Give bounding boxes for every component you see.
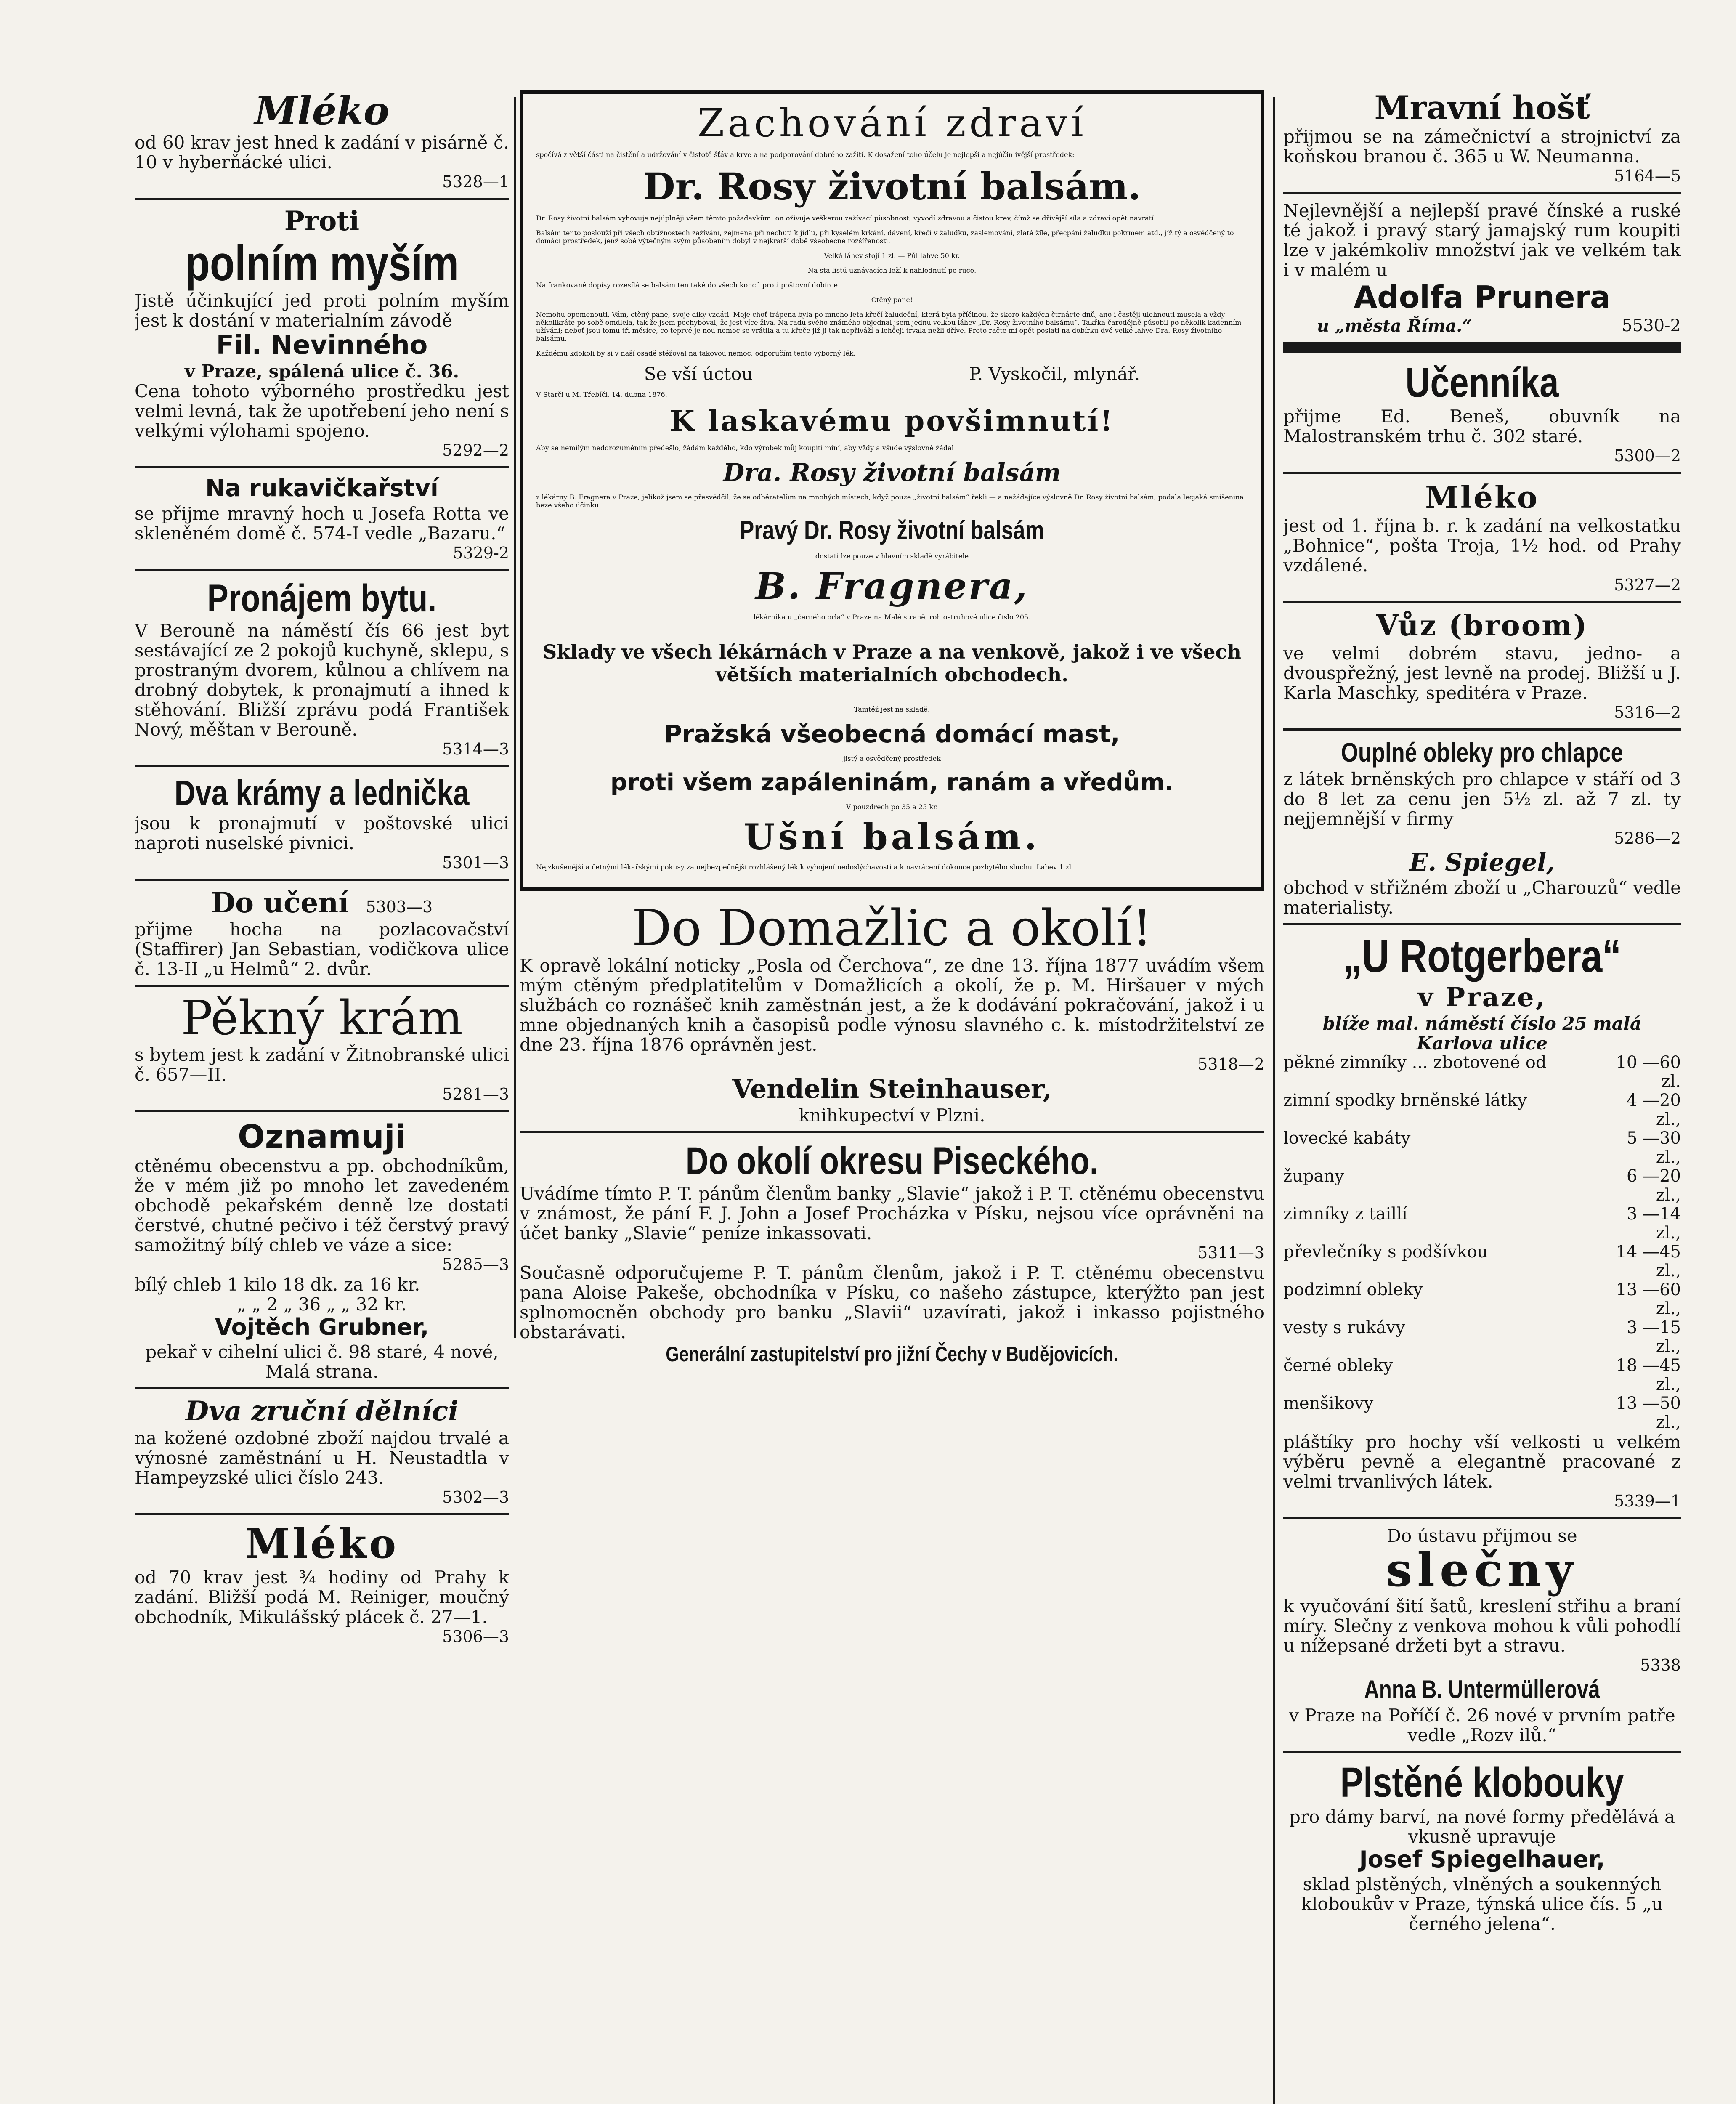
ad-mleko-3 (1283, 481, 1681, 595)
ad-text: Aby se nemilým nedorozuměním předešlo, žádám každého, kdo výrobek můj koupiti míní, aby vždy a všude výslovně žádal (536, 444, 954, 452)
ad-title: Pronájem bytu. (207, 577, 437, 620)
ad-subtitle: K laskavému povšimnutí! (669, 404, 1115, 438)
ad-ucennika (1283, 360, 1681, 466)
ad-title: Ouplné obleky pro chlapce (1341, 737, 1623, 768)
ad-number: 5306—3 (442, 1627, 509, 1646)
price-row (1283, 1318, 1681, 1356)
ad-title: Proti (284, 205, 360, 237)
ad-title: Plstěné klobouky (1340, 1759, 1624, 1806)
price-value: 5 —30 zl., (1626, 1129, 1681, 1167)
price-value: 4 —20 zl., (1626, 1091, 1681, 1129)
ad-text: V Berouně na náměstí čís 66 jest byt sestávající ze 2 pokojů kuchyně, sklepu, s prostraným dvorem, kůlnou a chlívem na drobný dobytek, k pronajmutí a ihned k stěhování. Bližší zprávu podá František Nový, měštan v Berouně. (135, 620, 509, 740)
ad-title: slečny (1386, 1543, 1578, 1597)
price-label: převlečníky s podšívkou (1283, 1242, 1488, 1262)
letter-closing: Se vší úctou (644, 364, 753, 384)
price-label: župany (1283, 1166, 1344, 1186)
ad-text: Dr. Rosy životní balsám vyhovuje nejúplněji všem těmto požadavkům: on oživuje veškerou zažívací působnost, vyvodí zdravou a čistou krev, čímž se dřívější síla a zdraví opět navrátí. (536, 214, 1156, 222)
divider (135, 879, 509, 881)
ad-number: 5339—1 (1614, 1492, 1681, 1510)
ad-merchant: Adolfa Prunera (1354, 279, 1611, 315)
price-row (1283, 1053, 1681, 1091)
ad-price: Velká láhev stojí 1 zl. — Půl lahve 50 kr. (824, 252, 960, 260)
ad-address: pekař v cihelní ulici č. 98 staré, 4 nové, Malá strana. (145, 1342, 499, 1382)
middle-column (520, 90, 1264, 2104)
ad-number: 5329-2 (453, 544, 509, 562)
ad-text: Cena tohoto výborného prostředku jest velmi levná, tak že upotřebení jeho není s velkými výlohami spojeno. (135, 381, 509, 441)
price-label: menšikovy (1283, 1394, 1374, 1413)
ad-merchant: Vendelin Steinhauser, (732, 1073, 1052, 1104)
divider (1283, 728, 1681, 731)
ad-title: Oznamuji (238, 1118, 406, 1155)
price-label: podzimní obleky (1283, 1280, 1423, 1299)
ad-rukavickarstvi (135, 475, 509, 563)
divider (135, 1110, 509, 1112)
ad-text: se přijme mravný hoch u Josefa Rotta ve skleněném domě č. 574-I vedle „Bazaru.“ (135, 503, 509, 544)
ad-stores: Sklady ve všech lékárnách v Praze a na venkově, jakož i ve všech větších materialních obchodech. (543, 640, 1241, 686)
ad-mleko-1 (135, 90, 509, 192)
ad-product-use: proti všem zapáleninám, ranám a vředům. (610, 769, 1174, 796)
ad-pisek (520, 1140, 1264, 1366)
letter-text: Nemohu opomenouti, Vám, ctěný pane, svoje díky vzdáti. Moje choť trápena byla po mnoho leta křečí žaludeční, která byla příčinou, že skoro každých čtrnácte dnů, ano i častěji ulehnouti musela a vždy několikráte po sobě omdlela, tak že jsem pochyboval, že jest více živa. Na radu svého známého objednal jsem jednu velkou láhev „Dr. Rosy životního balsámu“. Takřka čarodějně působil po několik kadenním užívání; neboť jsou tomu tři měsíce, co teprvé je nou nemoc se vrátila a tu křeče již ji tak nepřiváží a lehčeji trvala nežli dříve. Proto račte mi opět poslati na dobírku dvě velké lahve Dra. Rosy životního balsámu. (536, 311, 1242, 343)
ad-text: jsou k pronajmutí v poštovské ulici naproti nuselské pivnici. (135, 813, 509, 853)
ad-text: spočívá z větší části na čistění a udržování v čistotě šťáv a krve a na podporování dobrého zažití. K dosažení toho účelu je nejlepší a nejúčinlivější prostředek: (536, 151, 1075, 159)
left-column (135, 90, 509, 2104)
ad-merchant: Vojtěch Grubner, (215, 1314, 429, 1340)
ad-text: Nejzkušenější a četnými lékařskými pokusy za nejbezpečnější rozhlášený lék k vyhojení nedoslýchavosti a k navrácení dokonce pozbytého sluchu. Láhev 1 zl. (536, 863, 1074, 871)
ad-title: Na rukavičkařství (205, 475, 438, 502)
ad-title: Dva zruční dělníci (185, 1395, 459, 1427)
ad-title: Mléko (254, 90, 390, 133)
ad-location: blíže mal. náměstí číslo 25 malá Karlova ulice (1322, 1013, 1642, 1054)
ad-role: knihkupectví v Plzni. (799, 1105, 985, 1126)
ad-slecny (1283, 1526, 1681, 1745)
divider (1283, 923, 1681, 925)
price-row (1283, 1091, 1681, 1129)
ad-text: jistý a osvědčený prostředek (843, 754, 941, 762)
price-value: 3 —14 zl., (1626, 1204, 1681, 1243)
ad-brand: Dra. Rosy životní balsám (723, 458, 1061, 487)
ad-text: přijme Ed. Beneš, obuvník na Malostranském trhu č. 302 staré. (1283, 406, 1681, 446)
ad-title: Do učení (211, 886, 349, 919)
ad-sign: u „města Říma.“ (1317, 316, 1472, 336)
column-rule-right (1273, 97, 1275, 2104)
divider (520, 1131, 1264, 1133)
ad-title: Učenníka (1405, 359, 1559, 406)
ad-number: 5316—2 (1614, 703, 1681, 722)
price-value: 3 —15 zl., (1626, 1318, 1681, 1356)
divider (135, 1513, 509, 1515)
ad-title: Pěkný krám (181, 991, 463, 1046)
divider (1283, 192, 1681, 194)
divider (135, 198, 509, 200)
letter-place: V Starči u M. Třebíči, 14. dubna 1876. (536, 391, 667, 398)
ad-text: K opravě lokální noticky „Posla od Čerchova“, ze dne 13. října 1877 uvádím všem mým ctěným předplatitelům v Domažlicích a okolí, že p. M. Hiršauer v mých službách co roznášeč knih zaměstnán jest, a že k dodávání pokračování, jakož i u mne objednaných knih a časopisů podle výnosu slavného c. k. místodržitelství ze dne 23. října 1876 oprávněn jest. (520, 955, 1264, 1055)
price-label: zimníky z taillí (1283, 1204, 1407, 1224)
price-row (1283, 1129, 1681, 1167)
ad-product: Pražská všeobecná domácí mast, (664, 720, 1120, 748)
ad-do-uceni (135, 887, 509, 979)
ad-address: lékárníka u „černého orla“ v Praze na Malé straně, roh ostruhové ulice číslo 205. (753, 613, 1031, 621)
price-row (1283, 1280, 1681, 1318)
ad-domazlice (520, 899, 1264, 1126)
price-row (1283, 1394, 1681, 1432)
price-value: 18 —45 zl., (1616, 1356, 1681, 1394)
column-rule-left (514, 97, 516, 1338)
price-line: „ „ 2 „ 36 „ „ 32 kr. (237, 1294, 407, 1315)
ad-title: Do Domažlic a okolí! (632, 899, 1152, 957)
ad-headline: polním myším (185, 236, 459, 291)
ad-text: Na sta listů uznávacích leží k nahlednutí po ruce. (807, 266, 977, 274)
ad-text: obchod v střižném zboží u „Charouzů“ vedle materialisty. (1283, 877, 1681, 918)
ad-dva-kramy (135, 774, 509, 873)
price-value: 13 —60 zl., (1616, 1280, 1681, 1318)
ad-city: v Praze, (1417, 982, 1547, 1012)
ad-number: 5292—2 (442, 441, 509, 460)
price-label: zimní spodky brněnské látky (1283, 1091, 1527, 1110)
ad-text: ctěnému obecenstvu a pp. obchodníkům, že v mém již po mnoho let zavedeném obchodě pekařském denně lze dostati čerstvé, chutné pečivo i též čerstvý pravý samožitný bílý chleb ve váze a sice: (135, 1156, 509, 1255)
price-value: 14 —45 zl., (1616, 1242, 1681, 1280)
divider (1283, 1751, 1681, 1753)
divider (1283, 1517, 1681, 1519)
ad-text: přijmou se na zámečnictví a strojnictví za koňskou branou č. 365 u W. Neumanna. (1283, 126, 1681, 167)
ad-number: 5311—3 (1197, 1243, 1264, 1262)
divider (1283, 601, 1681, 603)
divider (1283, 472, 1681, 474)
price-label: vesty s rukávy (1283, 1318, 1405, 1337)
ad-text: pláštíky pro hochy vší velkosti u velkém výběru pevně a elegantně pracované z velmi trvanlivých látek. (1283, 1432, 1681, 1492)
price-label: lovecké kabáty (1283, 1129, 1411, 1148)
ad-rosy-balsam (520, 90, 1264, 891)
ad-brand: Dr. Rosy životní balsám. (643, 165, 1141, 208)
ad-genuine: Pravý Dr. Rosy životní balsám (740, 516, 1044, 545)
ad-text: sklad plstěných, vlněných a soukenných kloboukův v Praze, týnská ulice čís. 5 „u černého jelena“. (1301, 1874, 1663, 1934)
ad-pekny-kram (135, 991, 509, 1104)
right-column (1283, 90, 1681, 2104)
ad-title: Mléko (1425, 479, 1539, 515)
price-list (1283, 1053, 1681, 1432)
ad-title: Dva krámy a lednička (174, 773, 470, 813)
ad-text: s bytem jest k zadání v Žitnobranské ulici č. 657—II. (135, 1044, 509, 1085)
ad-pronajem-bytu (135, 578, 509, 759)
letter-text: Každému kdokoli by si v naší osadě stěžoval na takovou nemoc, odporučím tento výborný lék. (536, 349, 856, 357)
ad-merchant: E. Spiegel, (1409, 848, 1555, 877)
ad-oznamuji (135, 1119, 509, 1381)
ad-merchant: Anna B. Untermüllerová (1364, 1675, 1600, 1703)
price-value: 6 —20 zl., (1626, 1166, 1681, 1205)
ad-text: Na frankované dopisy rozesílá se balsám ten také do všech konců proti poštovní dobírce. (536, 281, 840, 289)
ad-text: od 70 krav jest ¾ hodiny od Prahy k zadání. Bližší podá M. Reiniger, moučný obchodník, Mikulášský plácek č. 27—1. (135, 1567, 509, 1627)
ad-number: 5285—3 (442, 1255, 509, 1274)
divider (135, 569, 509, 571)
ad-address: v Praze na Poříčí č. 26 nové v prvním patře vedle „Rozv ilů.“ (1289, 1705, 1675, 1745)
price-label: černé obleky (1283, 1356, 1393, 1375)
ad-title: Mravní hošť (1374, 90, 1590, 126)
ad-proti-mysim (135, 207, 509, 460)
ad-number: 5530-2 (1622, 316, 1681, 335)
ad-mleko-2 (135, 1522, 509, 1647)
price-value: 13 —50 zl., (1616, 1394, 1681, 1432)
ad-number: 5302—3 (442, 1488, 509, 1506)
ad-number: 5300—2 (1614, 446, 1681, 465)
ad-title: Mléko (245, 1520, 399, 1567)
price-row (1283, 1205, 1681, 1243)
ad-text: z látek brněnských pro chlapce v stáří od 3 do 8 let za cenu jen 5½ zl. až 7 zl. ty nejjemnější v firmy (1283, 769, 1681, 829)
ad-number: 5327—2 (1614, 576, 1681, 594)
ad-number: 5281—3 (442, 1085, 509, 1103)
price-row (1283, 1356, 1681, 1394)
ad-obleky (1283, 737, 1681, 917)
price-row (1283, 1243, 1681, 1280)
letter-signature: P. Vyskočil, mlynář. (969, 364, 1140, 384)
ad-product: Ušní balsám. (744, 816, 1040, 858)
ad-number: 5301—3 (442, 853, 509, 872)
ad-number: 5318—2 (1197, 1055, 1264, 1073)
ad-number: 5303—3 (366, 898, 433, 916)
divider (135, 765, 509, 767)
ad-text: pro dámy barví, na nové formy předělává a vkusně upravuje (1289, 1806, 1675, 1847)
ad-text: Uvádíme tímto P. T. pánům členům banky „Slavie“ jakož i P. T. ctěnému obecenstvu v známost, že pání F. J. John a Josef Procházka v Písku, nejsou více oprávněni na účet banky „Slavie“ peníze inkassovati. (520, 1183, 1264, 1243)
ad-text: od 60 krav jest hned k zadání v pisárně č. 10 v hyberňácké ulici. (135, 132, 509, 173)
ad-text: dostati lze pouze v hlavním skladě vyrábitele (815, 552, 969, 560)
ad-text: na kožené ozdobné zboží najdou trvalé a výnosné zaměstnání u H. Neustadtla v Hampeyzské ulici číslo 243. (135, 1428, 509, 1488)
price-line: bílý chleb 1 kilo 18 dk. za 16 kr. (135, 1274, 420, 1295)
ad-dva-delnici (135, 1396, 509, 1507)
ad-number: 5314—3 (442, 740, 509, 758)
ad-text: Současně odporučujeme P. T. pánům členům, jakož i P. T. ctěnému obecenstvu pana Aloise Pakeše, obchodníka v Písku, co našeho zástupce, kterýžto pan jest splnomocněn obchody pro banku „Slavii“ uzavírati, jakož i inkasso pojistného obstarávati. (520, 1262, 1264, 1342)
ad-text: ve velmi dobrém stavu, jedno- a dvouspřežný, jest levně na prodej. Bližší u J. Karla Maschky, speditéra v Praze. (1283, 643, 1681, 703)
ad-caj-rum (1283, 201, 1681, 336)
ad-mravni-host (1283, 90, 1681, 186)
ad-number: 5164—5 (1614, 167, 1681, 185)
ad-maker: B. Fragnera, (755, 565, 1029, 608)
ad-title: Do okolí okresu Piseckého. (685, 1140, 1099, 1182)
price-value: 10 —60 zl. (1616, 1053, 1681, 1091)
price-label: pěkné zimníky ... zbotovené od (1283, 1053, 1547, 1072)
ad-vuz (1283, 610, 1681, 723)
ad-title: „U Rotgerbera“ (1343, 930, 1622, 982)
ad-pretitle: Do ústavu přijmou se (1387, 1525, 1577, 1546)
divider (135, 985, 509, 987)
divider (135, 1387, 509, 1389)
ad-merchant: Fil. Nevinného (216, 329, 428, 360)
ad-number: 5328—1 (442, 173, 509, 191)
ad-price: V pouzdrech po 35 a 25 kr. (846, 803, 938, 811)
ad-plstene-klobouky (1283, 1760, 1681, 1934)
ad-text: z lékárny B. Fragnera v Praze, jelikož jsem se přesvědčil, že se odběratelům na mnohých místech, když pouze „životní balsám“ řekli — a nežádajíce výslovně Dr. Rosy životní balsám, podala lecjaká smíšenina beze všeho účinku. (536, 493, 1244, 509)
ad-text: k vyučování šití šatů, kreslení střihu a braní míry. Slečny z venkova mohou k vůli pohodlí u nížepsané držeti byt a stravu. (1283, 1596, 1681, 1656)
divider-band (1283, 342, 1681, 353)
ad-text: jest od 1. října b. r. k zadání na velkostatku „Bohnice“, pošta Troja, 1½ hod. od Prahy vzdálené. (1283, 515, 1681, 576)
ad-title: Vůz (broom) (1376, 609, 1588, 643)
ad-address: v Praze, spálená ulice č. 36. (184, 361, 459, 382)
divider (135, 466, 509, 468)
ad-text: Jistě účinkující jed proti polním myším jest k dostání v materialním závodě (135, 290, 509, 331)
ad-text: přijme hocha na pozlacovačství (Staffirer) Jan Sebastian, vodičkova ulice č. 13-II „u Helmů“ 2. dvůr. (135, 919, 509, 979)
ad-number: 5338 (1640, 1656, 1681, 1674)
ad-text: Balsám tento poslouží při všech obtížnostech zažívání, zejmena při nechuti k jídlu, při kyselém krkání, dávení, křeči v žaludku, zaslemování, zlaté žíle, přecpání žaludku pokrmem atd., jíž tý a osvědčený to domácí prostředek, jenž sobě výtečným svým působením dobyl v nejkratší době všeobecné rozšířenosti. (536, 229, 1234, 245)
letter-salutation: Ctěný pane! (871, 296, 913, 304)
price-row (1283, 1167, 1681, 1205)
ad-text: Nejlevnější a nejlepší pravé čínské a ruské té jakož i pravý starý jamajský rum koupiti lze v jakémkoliv množství jak ve velkém tak i v malém u (1283, 200, 1681, 280)
ad-rotgerber (1283, 932, 1681, 1511)
ad-text: Tamtéž jest na skladě: (854, 705, 930, 713)
ad-number: 5286—2 (1614, 829, 1681, 847)
ad-title: Zachování zdraví (697, 101, 1087, 146)
ad-signature: Generální zastupitelství pro jižní Čechy v Budějovicích. (666, 1342, 1118, 1366)
ad-merchant: Josef Spiegelhauer, (1359, 1846, 1605, 1873)
